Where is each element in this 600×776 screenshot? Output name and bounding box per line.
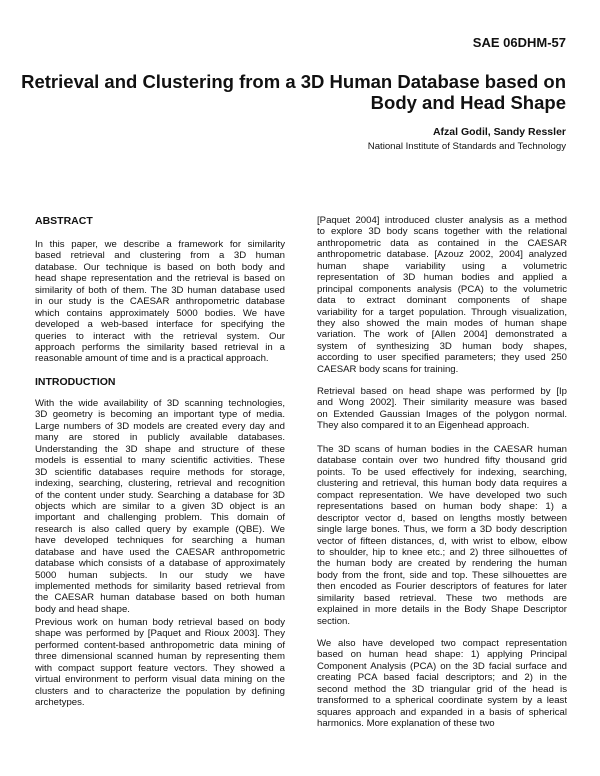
- text-line: in our study is the CAESAR anthropometric database: [35, 296, 285, 308]
- text-line: The 3D scans of human bodies in the CAESAR human: [317, 444, 567, 455]
- text-line: body and head shape.: [35, 603, 130, 615]
- text-line: with compact support feature vectors. They showed a: [35, 662, 285, 674]
- text-line: they also showed the main modes of human shape: [317, 317, 567, 329]
- title-line: Retrieval and Clustering from a 3D Human Database based on: [21, 71, 566, 92]
- text-line: principal components analysis (PCA) to the volumetric: [317, 283, 567, 295]
- affiliation: National Institute of Standards and Technology: [367, 141, 566, 152]
- text-line: [Paquet 2004] introduced cluster analysis as a method: [317, 215, 567, 226]
- paper-code: SAE 06DHM-57: [472, 35, 566, 50]
- text-line: database which consists of a database of approximately: [35, 558, 285, 570]
- text-line: Retrieval based on head shape was performed by [Ip: [317, 386, 567, 397]
- text-line: then encoded as Fourier descriptors of features for later: [317, 581, 567, 593]
- text-line: Previous work on human body retrieval based on body: [35, 617, 285, 628]
- intro-paragraph-1: [35, 398, 285, 615]
- text-line: 5000 human subjects. In our study we have: [35, 569, 285, 581]
- right-paragraph-3: [317, 444, 567, 627]
- text-line: the human body are created by rendering the human: [317, 558, 567, 570]
- abstract-heading: ABSTRACT: [35, 215, 93, 227]
- text-line: variability for a target population. Through visualization,: [317, 306, 567, 318]
- text-line: to explore 3D body scans together with the relational: [317, 226, 567, 238]
- text-line: compact representation. We have developed two such: [317, 489, 567, 501]
- intro-paragraph-2: [35, 617, 285, 709]
- text-line: the CAESAR human database based on both human: [35, 592, 285, 604]
- text-line: performed content-based anthropometric data mining of: [35, 639, 285, 651]
- text-line: indexing, searching, clustering, retrieval and recognition: [35, 478, 285, 490]
- right-paragraph-4: [317, 638, 567, 730]
- text-line: representations based on human body shape: 1) a: [317, 501, 567, 513]
- title-line: Body and Head Shape: [370, 92, 566, 113]
- text-line: head shape representation and the retrieval is based on: [35, 273, 285, 285]
- text-line: important and challenging problem. This domain of: [35, 512, 285, 524]
- text-line: 3D geometry is becoming an important type of media.: [35, 409, 285, 421]
- text-line: data to extract dominant components of shape: [317, 295, 567, 307]
- text-line: squares approach and expanded in a basis of spherical: [317, 706, 567, 718]
- text-line: single large bones. Thus, we form a 3D body description: [317, 524, 567, 536]
- text-line: Understanding the 3D shape and structure of these: [35, 443, 285, 455]
- text-line: database contain over two hundred fifty thousand grid: [317, 455, 567, 467]
- text-line: They also compared it to an Eigenhead approach.: [317, 420, 530, 432]
- text-line: clustering and retrieval, this human body data requires a: [317, 478, 567, 490]
- text-line: database and have used the CAESAR anthropometric: [35, 546, 285, 558]
- text-line: vector of fifteen distances, d, with wrist to elbow, elbow: [317, 535, 567, 547]
- text-line: We also have developed two compact representation: [317, 638, 567, 649]
- text-line: on Extended Gaussian Images of the polygon normal.: [317, 408, 567, 420]
- right-paragraph-1: [317, 215, 567, 375]
- text-line: similarity based retrieval. These two methods are: [317, 592, 567, 604]
- text-line: anthropometric database. [Azouz 2002, 2004] analyzed: [317, 249, 567, 261]
- text-line: variation. The work of [Allen 2004] demonstrated a: [317, 329, 567, 341]
- text-line: representation of 3D human bodies and applied a: [317, 272, 567, 284]
- text-line: In this paper, we describe a framework for similarity: [35, 239, 285, 250]
- text-line: explained in more details in the Body Shape Descriptor: [317, 604, 567, 616]
- text-line: similarity of both of them. The 3D human database used: [35, 284, 285, 296]
- text-line: creating PCA based facial descriptors; and 2) in the: [317, 672, 567, 684]
- text-line: Component Analysis (PCA) on the 3D facial surface and: [317, 660, 567, 672]
- text-line: second method the 3D triangular grid of the head is: [317, 683, 567, 695]
- text-line: 3D scientific databases require methods for storage,: [35, 466, 285, 478]
- text-line: reasonable amount of time and is a practical approach.: [35, 353, 269, 365]
- text-line: With the wide availability of 3D scanning technologies,: [35, 398, 285, 409]
- text-line: shape was performed by [Paquet and Rioux 2003]. They: [35, 628, 285, 640]
- text-line: models is essential to many scientific activities. These: [35, 455, 285, 467]
- text-line: body from the front, side and top. These silhouettes are: [317, 569, 567, 581]
- text-line: have developed techniques for searching a human: [35, 535, 285, 547]
- abstract-paragraph: [35, 239, 285, 365]
- text-line: CAESAR body scans for training.: [317, 363, 459, 375]
- text-line: developed a web-based interface for specifying the: [35, 319, 285, 331]
- text-line: harmonics. More explanation of these two: [317, 718, 495, 730]
- text-line: transformed to a spherical coordinate system by a least: [317, 695, 567, 707]
- text-line: Large numbers of 3D models are created every day and: [35, 420, 285, 432]
- text-line: descriptor vector d, based on lengths mostly between: [317, 512, 567, 524]
- text-line: many are stored in publicly available databases.: [35, 432, 285, 444]
- text-line: implemented methods for similarity based retrieval from: [35, 581, 285, 592]
- text-line: human shape variability using a volumetric: [317, 260, 567, 272]
- text-line: of the content under study. Searching a database for 3D: [35, 489, 285, 501]
- text-line: anthropometric data as contained in the CAESAR: [317, 237, 567, 249]
- text-line: which contains approximately 5000 bodies. We have: [35, 307, 285, 319]
- text-line: system of synthesizing 3D human body shapes,: [317, 340, 567, 352]
- text-line: database. Our technique is based on both body and: [35, 261, 285, 273]
- text-line: virtual environment to perform visual data mining on the: [35, 674, 285, 686]
- text-line: section.: [317, 615, 351, 627]
- text-line: based on human head shape: 1) applying Principal: [317, 649, 567, 661]
- text-line: queries to interact with the retrieval system. Our: [35, 330, 285, 342]
- right-paragraph-2: [317, 386, 567, 432]
- text-line: clusters and to characterize the population by defining: [35, 685, 285, 697]
- text-line: archetypes.: [35, 697, 85, 709]
- text-line: according to user specified parameters; they used 250: [317, 352, 567, 364]
- authors: Afzal Godil, Sandy Ressler: [432, 126, 566, 138]
- paper-title: [21, 71, 566, 113]
- introduction-heading: INTRODUCTION: [35, 376, 116, 388]
- text-line: approach performs the similarity based retrieval in a: [35, 341, 285, 353]
- text-line: and Wong 2002]. Their similarity measure was based: [317, 397, 567, 409]
- text-line: three dimensional scanned human by representing them: [35, 651, 285, 663]
- text-line: research is also called query by example (QBE). We: [35, 523, 285, 535]
- text-line: to shoulder, hip to knee etc.; and 2) three silhouettes of: [317, 546, 567, 558]
- text-line: objects which are similar to a given 3D object is an: [35, 500, 285, 512]
- text-line: based retrieval and clustering from a 3D human: [35, 250, 285, 262]
- text-line: points. To be used effectively for indexing, searching,: [317, 466, 567, 478]
